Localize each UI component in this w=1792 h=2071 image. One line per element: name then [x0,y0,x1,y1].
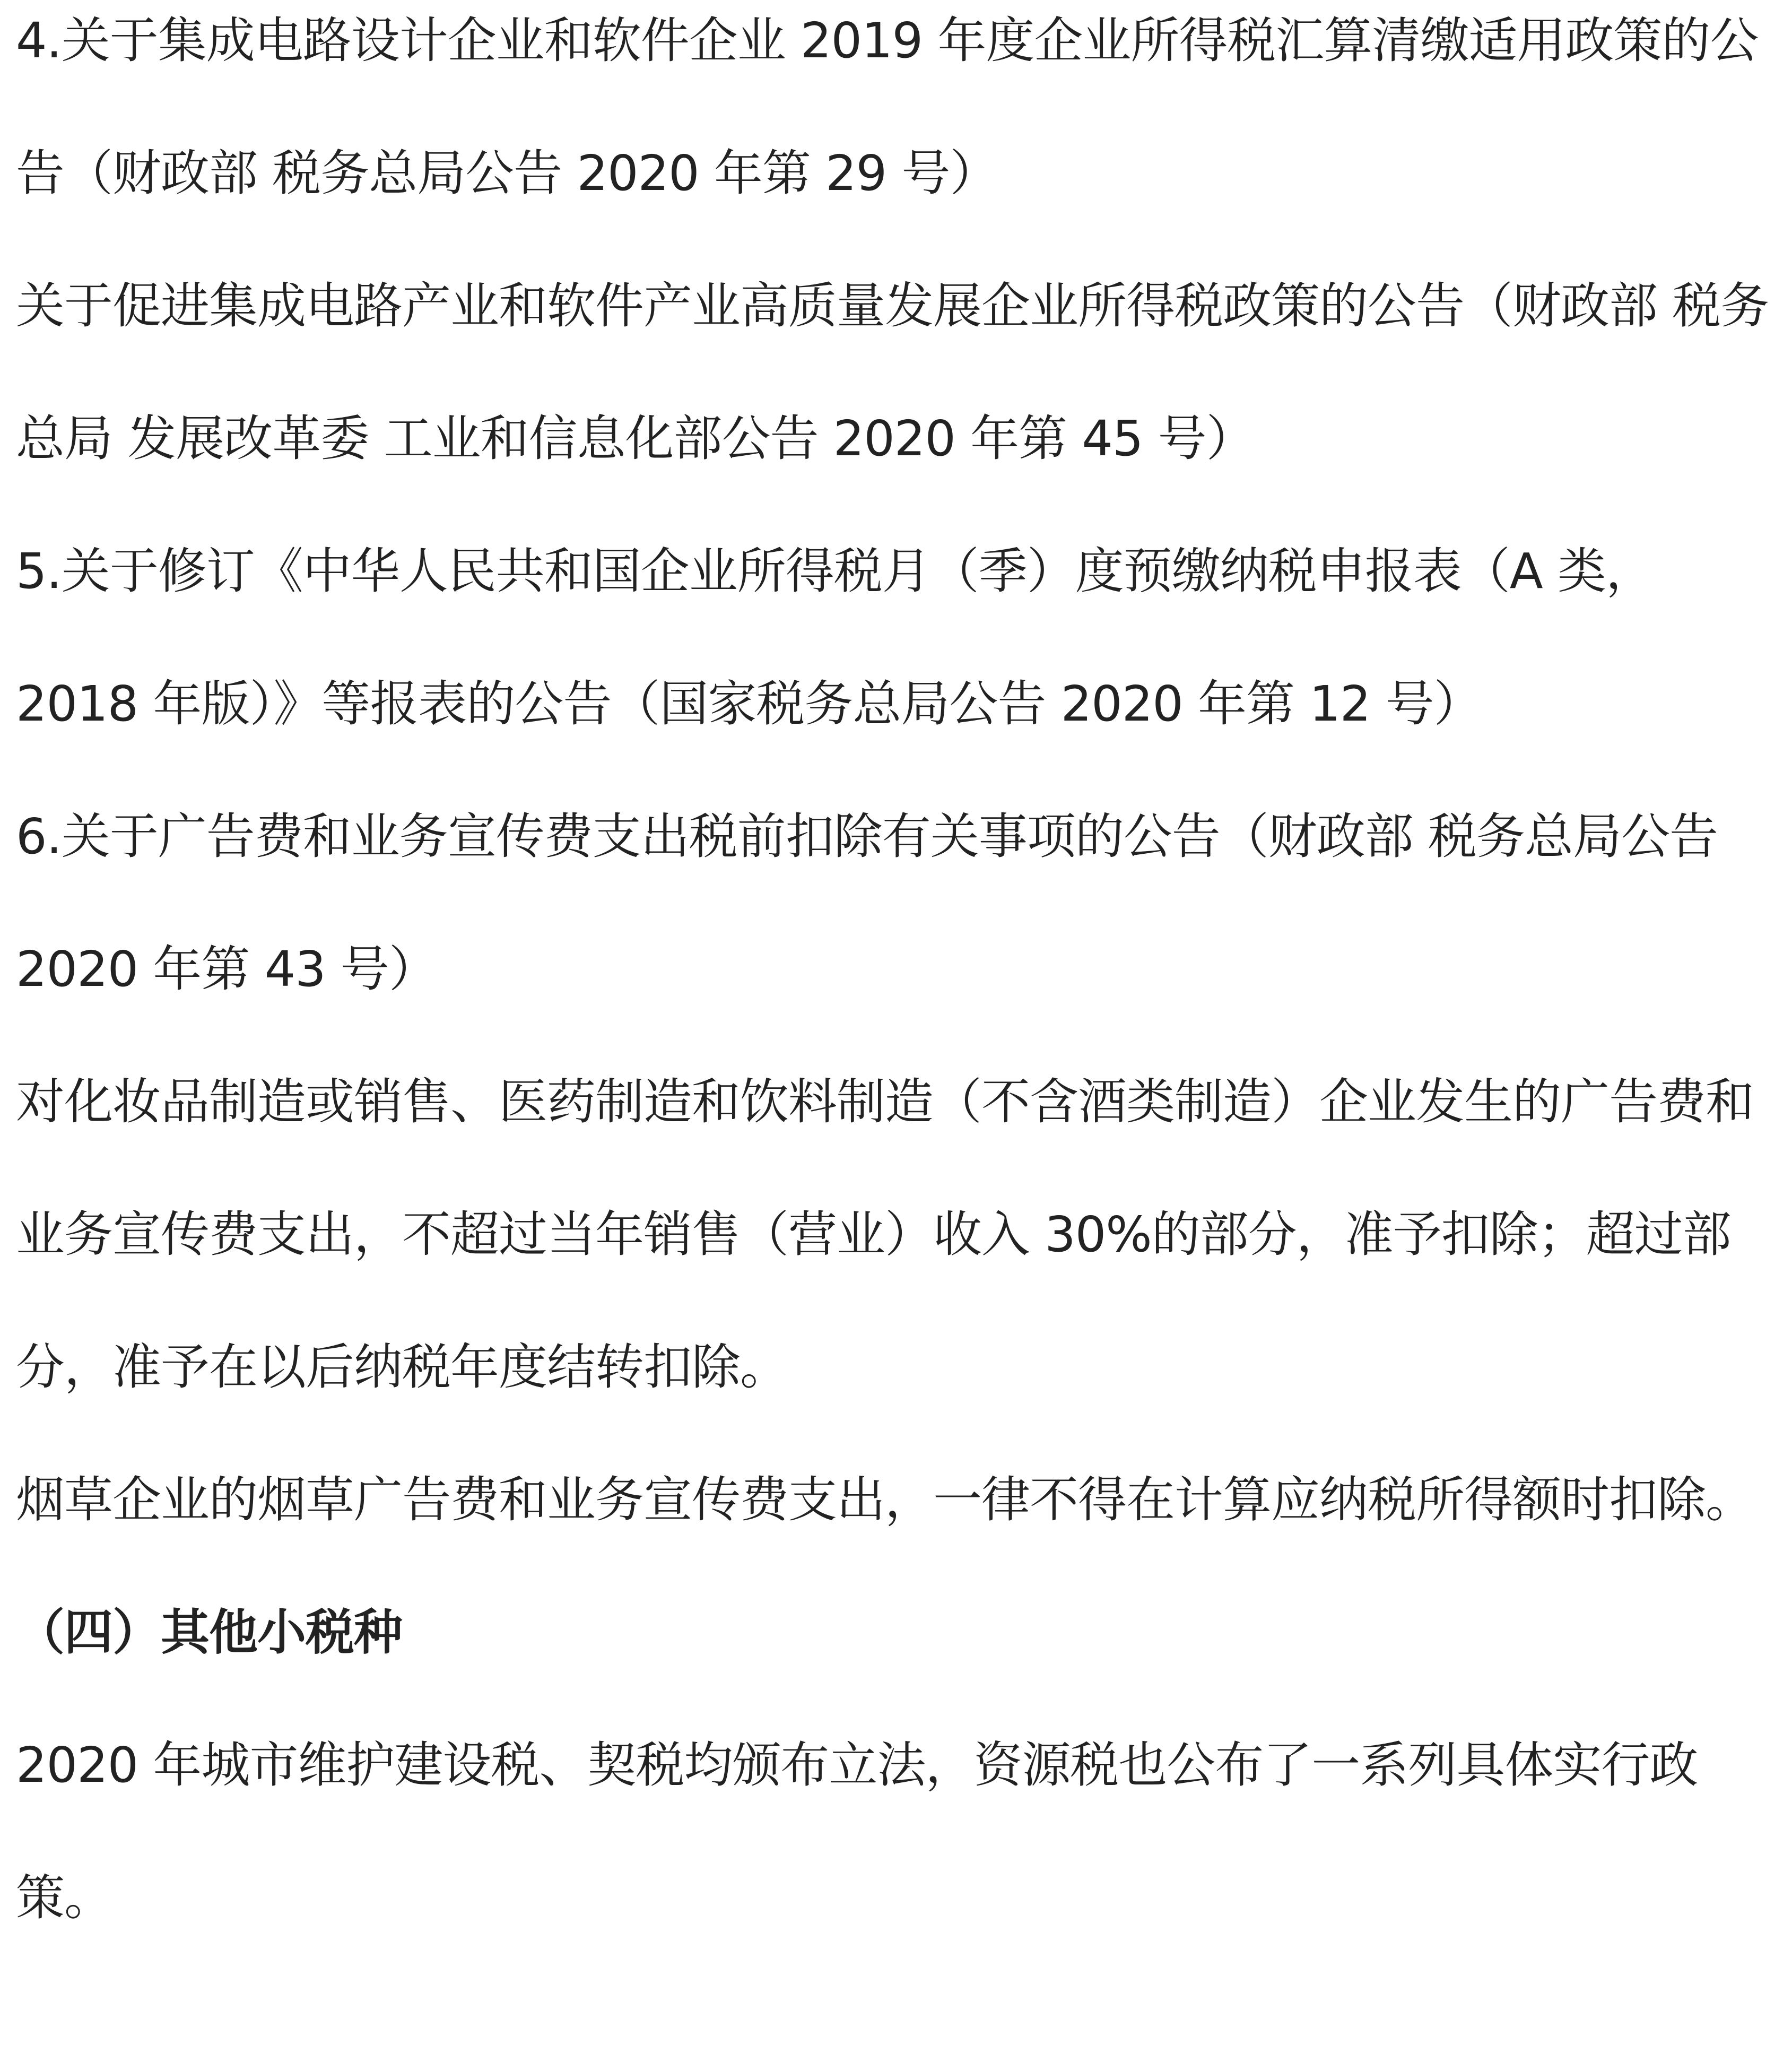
paragraph-advertising-deduction: 对化妆品制造或销售、医药制造和饮料制造（不含酒类制造）企业发生的广告费和业务宣传费支出，不超过当年销售（营业）收入 30%的部分，准予扣除；超过部分，准予在以后纳税年度结转扣除。 [16,1073,1754,1396]
article-body [16,0,1776,1964]
paragraph-policy-45: 关于促进集成电路产业和软件产业高质量发展企业所得税政策的公告（财政部 税务总局 发展改革委 工业和信息化部公告 2020 年第 45 号） [16,278,1769,467]
paragraph-policy-5: 5.关于修订《中华人民共和国企业所得税月（季）度预缴纳税申报表（A 类，2018 年版）》等报表的公告（国家税务总局公告 2020 年第 12 号） [16,543,1654,732]
paragraph-tobacco-advertising: 烟草企业的烟草广告费和业务宣传费支出，一律不得在计算应纳税所得额时扣除。 [16,1471,1754,1528]
paragraph-policy-6: 6.关于广告费和业务宣传费支出税前扣除有关事项的公告（财政部 税务总局公告 2020 年第 43 号） [16,808,1718,998]
paragraph-closing: 2020 年城市维护建设税、契税均颁布立法，资源税也公布了一系列具体实行政策。 [16,1737,1698,1926]
section-heading: （四）其他小税种 [16,1604,403,1661]
paragraph-policy-4: 4.关于集成电路设计企业和软件企业 2019 年度企业所得税汇算清缴适用政策的公告（财政部 税务总局公告 2020 年第 29 号） [16,12,1759,202]
